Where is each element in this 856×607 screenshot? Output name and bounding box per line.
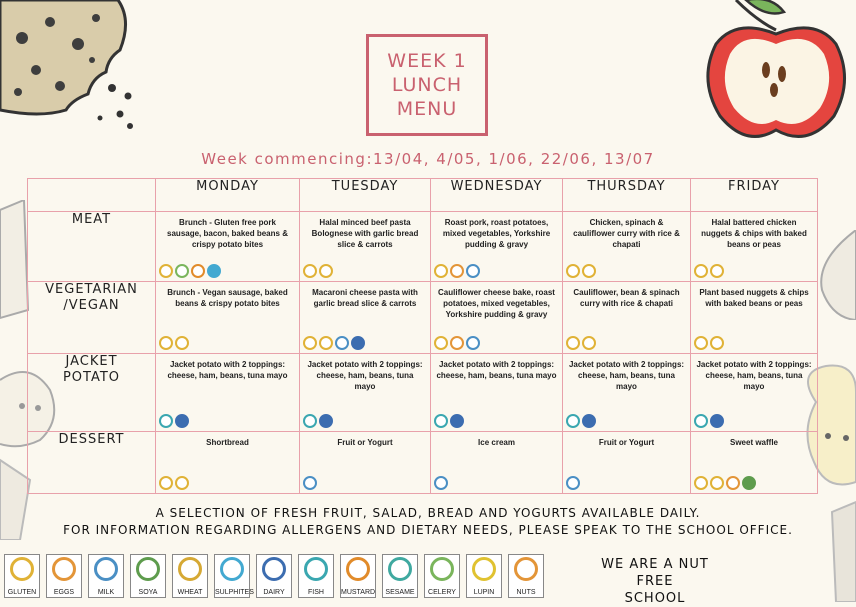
menu-cell	[563, 432, 691, 494]
menu-cell	[691, 432, 818, 494]
menu-cell	[300, 212, 431, 282]
dairy-icon	[175, 414, 189, 428]
menu-cell	[300, 354, 431, 432]
allergen-icons	[159, 264, 221, 278]
allergen-key-wheat: WHEAT	[172, 554, 208, 598]
allergen-icons	[694, 336, 724, 350]
day-header: WEDNESDAY	[431, 179, 563, 212]
fish-icon	[434, 414, 448, 428]
menu-cell	[300, 432, 431, 494]
menu-cell	[300, 282, 431, 354]
day-header: MONDAY	[156, 179, 300, 212]
allergen-icons	[434, 264, 480, 278]
gluten-icon	[434, 336, 448, 350]
fish-icon	[694, 414, 708, 428]
menu-cell	[691, 282, 818, 354]
allergen-icons	[434, 476, 448, 490]
allergen-key-soya: SOYA	[130, 554, 166, 598]
dish-text: Macaroni cheese pasta with garlic bread slice & carrots	[312, 288, 418, 308]
soya-icon	[742, 476, 756, 490]
dish-text: Jacket potato with 2 toppings: cheese, ham, beans, tuna mayo	[568, 360, 685, 391]
allergen-icons	[694, 414, 724, 428]
milk-icon	[94, 557, 118, 581]
allergen-icons	[566, 414, 596, 428]
eggs-icon	[726, 476, 740, 490]
nut-free-line: SCHOOL	[624, 591, 686, 606]
menu-cell	[156, 282, 300, 354]
menu-cell	[563, 282, 691, 354]
title-line: WEEK 1	[387, 50, 467, 72]
gluten-icon	[694, 336, 708, 350]
menu-row-vegetarian	[28, 282, 818, 354]
sulphites-icon	[207, 264, 221, 278]
allergen-key-sulphites: SULPHITES	[214, 554, 250, 598]
menu-cell	[431, 212, 563, 282]
allergen-key-milk: MILK	[88, 554, 124, 598]
gluten-icon	[566, 264, 580, 278]
eggs-icon	[450, 264, 464, 278]
dairy-icon	[582, 414, 596, 428]
allergen-icons	[159, 336, 189, 350]
eggs-icon	[450, 336, 464, 350]
menu-row-jacket-potato	[28, 354, 818, 432]
sulphites-icon	[220, 557, 244, 581]
dairy-icon	[351, 336, 365, 350]
allergen-icons	[303, 414, 333, 428]
milk-icon	[566, 476, 580, 490]
dish-text: Roast pork, roast potatoes, mixed vegetables, Yorkshire pudding & gravy	[442, 218, 551, 249]
wheat-icon	[710, 336, 724, 350]
dish-text: Sweet waffle	[729, 438, 778, 447]
dish-text: Halal battered chicken nuggets & chips with baked beans or peas	[701, 218, 807, 249]
allergen-key-lupin: LUPIN	[466, 554, 502, 598]
gluten-icon	[159, 476, 173, 490]
allergen-key-sesame: SESAME	[382, 554, 418, 598]
dish-text: Halal minced beef pasta Bolognese with garlic bread slice & carrots	[311, 218, 419, 249]
dish-text: Jacket potato with 2 toppings: cheese, ham, beans, tuna mayo	[307, 360, 423, 391]
menu-cell	[431, 354, 563, 432]
menu-cell	[563, 354, 691, 432]
gluten-icon	[10, 557, 34, 581]
milk-carton-illustration	[0, 200, 30, 320]
dish-text: Fruit or Yogurt	[598, 438, 655, 447]
menu-table	[27, 178, 818, 494]
egg-icon	[52, 557, 76, 581]
soya-icon	[136, 557, 160, 581]
allergen-icons	[566, 264, 596, 278]
row-label: JACKET POTATO	[28, 354, 156, 432]
apple-illustration	[696, 0, 856, 150]
allergen-key-celery: CELERY	[424, 554, 460, 598]
wheat-icon	[710, 264, 724, 278]
footer-line-fresh-food: A SELECTION OF FRESH FRUIT, SALAD, BREAD AND YOGURTS AVAILABLE DAILY.	[155, 506, 701, 520]
gluten-icon	[694, 476, 708, 490]
dish-text: Cauliflower, bean & spinach curry with rice & chapati	[573, 288, 680, 308]
dish-text: Ice cream	[478, 438, 515, 447]
dish-text: Shortbread	[206, 438, 249, 447]
row-label: MEAT	[28, 212, 156, 282]
milk-icon	[434, 476, 448, 490]
mustard-icon	[346, 557, 370, 581]
day-header-row	[28, 179, 818, 212]
menu-row-meat	[28, 212, 818, 282]
allergen-key-gluten: GLUTEN	[4, 554, 40, 598]
menu-cell	[156, 212, 300, 282]
gluten-icon	[159, 264, 173, 278]
day-header: TUESDAY	[300, 179, 431, 212]
menu-cell	[691, 212, 818, 282]
allergen-icons	[303, 336, 365, 350]
day-header: THURSDAY	[563, 179, 691, 212]
dish-text: Plant based nuggets & chips with baked beans or peas	[699, 288, 809, 308]
dish-text: Cauliflower cheese bake, roast potatoes, mixed vegetables, Yorkshire pudding & gravy	[438, 288, 555, 319]
celery-icon	[430, 557, 454, 581]
allergen-icons	[159, 414, 189, 428]
gluten-icon	[434, 264, 448, 278]
wheat-icon	[175, 476, 189, 490]
fish-illustration	[812, 230, 856, 320]
fish-icon	[303, 414, 317, 428]
allergen-icons	[159, 476, 189, 490]
nuts-icon	[514, 557, 538, 581]
wheat-icon	[175, 336, 189, 350]
dairy-icon	[710, 414, 724, 428]
milk-icon	[303, 476, 317, 490]
gluten-icon	[694, 264, 708, 278]
allergen-key-eggs: EGGS	[46, 554, 82, 598]
row-label: DESSERT	[28, 432, 156, 494]
allergen-icons	[566, 336, 596, 350]
day-header: FRIDAY	[691, 179, 818, 212]
allergen-key-mustard: MUSTARD	[340, 554, 376, 598]
gluten-icon	[159, 336, 173, 350]
lupin-icon	[472, 557, 496, 581]
fish-icon	[566, 414, 580, 428]
gluten-icon	[303, 264, 317, 278]
milk-icon	[335, 336, 349, 350]
dish-text: Chicken, spinach & cauliflower curry with rice & chapati	[573, 218, 680, 249]
row-label: VEGETARIAN /VEGAN	[28, 282, 156, 354]
footer-line-allergens-info: FOR INFORMATION REGARDING ALLERGENS AND DIETARY NEEDS, PLEASE SPEAK TO THE SCHOOL OFFICE.	[63, 523, 793, 537]
allergen-icons	[694, 264, 724, 278]
nut-free-notice	[590, 556, 720, 607]
wheat-icon	[178, 557, 202, 581]
dairy-icon	[319, 414, 333, 428]
wheat-icon	[582, 336, 596, 350]
wheat-icon	[710, 476, 724, 490]
corner-cell	[28, 179, 156, 212]
menu-cell	[431, 432, 563, 494]
allergen-icons	[566, 476, 580, 490]
menu-cell	[563, 212, 691, 282]
celery-icon	[175, 264, 189, 278]
dairy-icon	[450, 414, 464, 428]
dish-text: Brunch - Gluten free pork sausage, bacon, baked beans & crispy potato bites	[167, 218, 288, 249]
allergen-key-nuts: NUTS	[508, 554, 544, 598]
wheat-icon	[319, 264, 333, 278]
milk-icon	[466, 264, 480, 278]
allergen-icons	[303, 476, 317, 490]
dish-text: Brunch - Vegan sausage, baked beans & crispy potato bites	[167, 288, 288, 308]
wheat-icon	[303, 336, 317, 350]
title-line: LUNCH	[391, 74, 463, 96]
gluten-icon	[319, 336, 333, 350]
milk-icon	[466, 336, 480, 350]
fish-icon	[159, 414, 173, 428]
menu-row-dessert	[28, 432, 818, 494]
allergen-icons	[694, 476, 756, 490]
allergen-key-fish: FISH	[298, 554, 334, 598]
menu-cell	[691, 354, 818, 432]
week-commencing: Week commencing:13/04, 4/05, 1/06, 22/06, 13/07	[201, 150, 655, 168]
allergen-icons	[434, 336, 480, 350]
gluten-icon	[566, 336, 580, 350]
sesame-icon	[388, 557, 412, 581]
menu-title-box	[366, 34, 488, 136]
title-line: MENU	[396, 98, 458, 120]
dairy-icon	[262, 557, 286, 581]
dish-text: Jacket potato with 2 toppings: cheese, ham, beans, tuna mayo	[436, 360, 557, 380]
cookie-illustration	[0, 0, 140, 140]
menu-cell	[431, 282, 563, 354]
wheat-icon	[582, 264, 596, 278]
nut-free-line: WE ARE A NUT FREE	[601, 557, 709, 589]
dish-text: Fruit or Yogurt	[337, 438, 393, 447]
allergen-icons	[434, 414, 464, 428]
menu-cell	[156, 354, 300, 432]
dish-text: Jacket potato with 2 toppings: cheese, ham, beans, tuna mayo	[696, 360, 812, 391]
mustard-icon	[191, 264, 205, 278]
menu-cell	[156, 432, 300, 494]
dish-text: Jacket potato with 2 toppings: cheese, ham, beans, tuna mayo	[167, 360, 288, 380]
fish-icon	[304, 557, 328, 581]
allergen-icons	[303, 264, 333, 278]
allergen-key-dairy: DAIRY	[256, 554, 292, 598]
